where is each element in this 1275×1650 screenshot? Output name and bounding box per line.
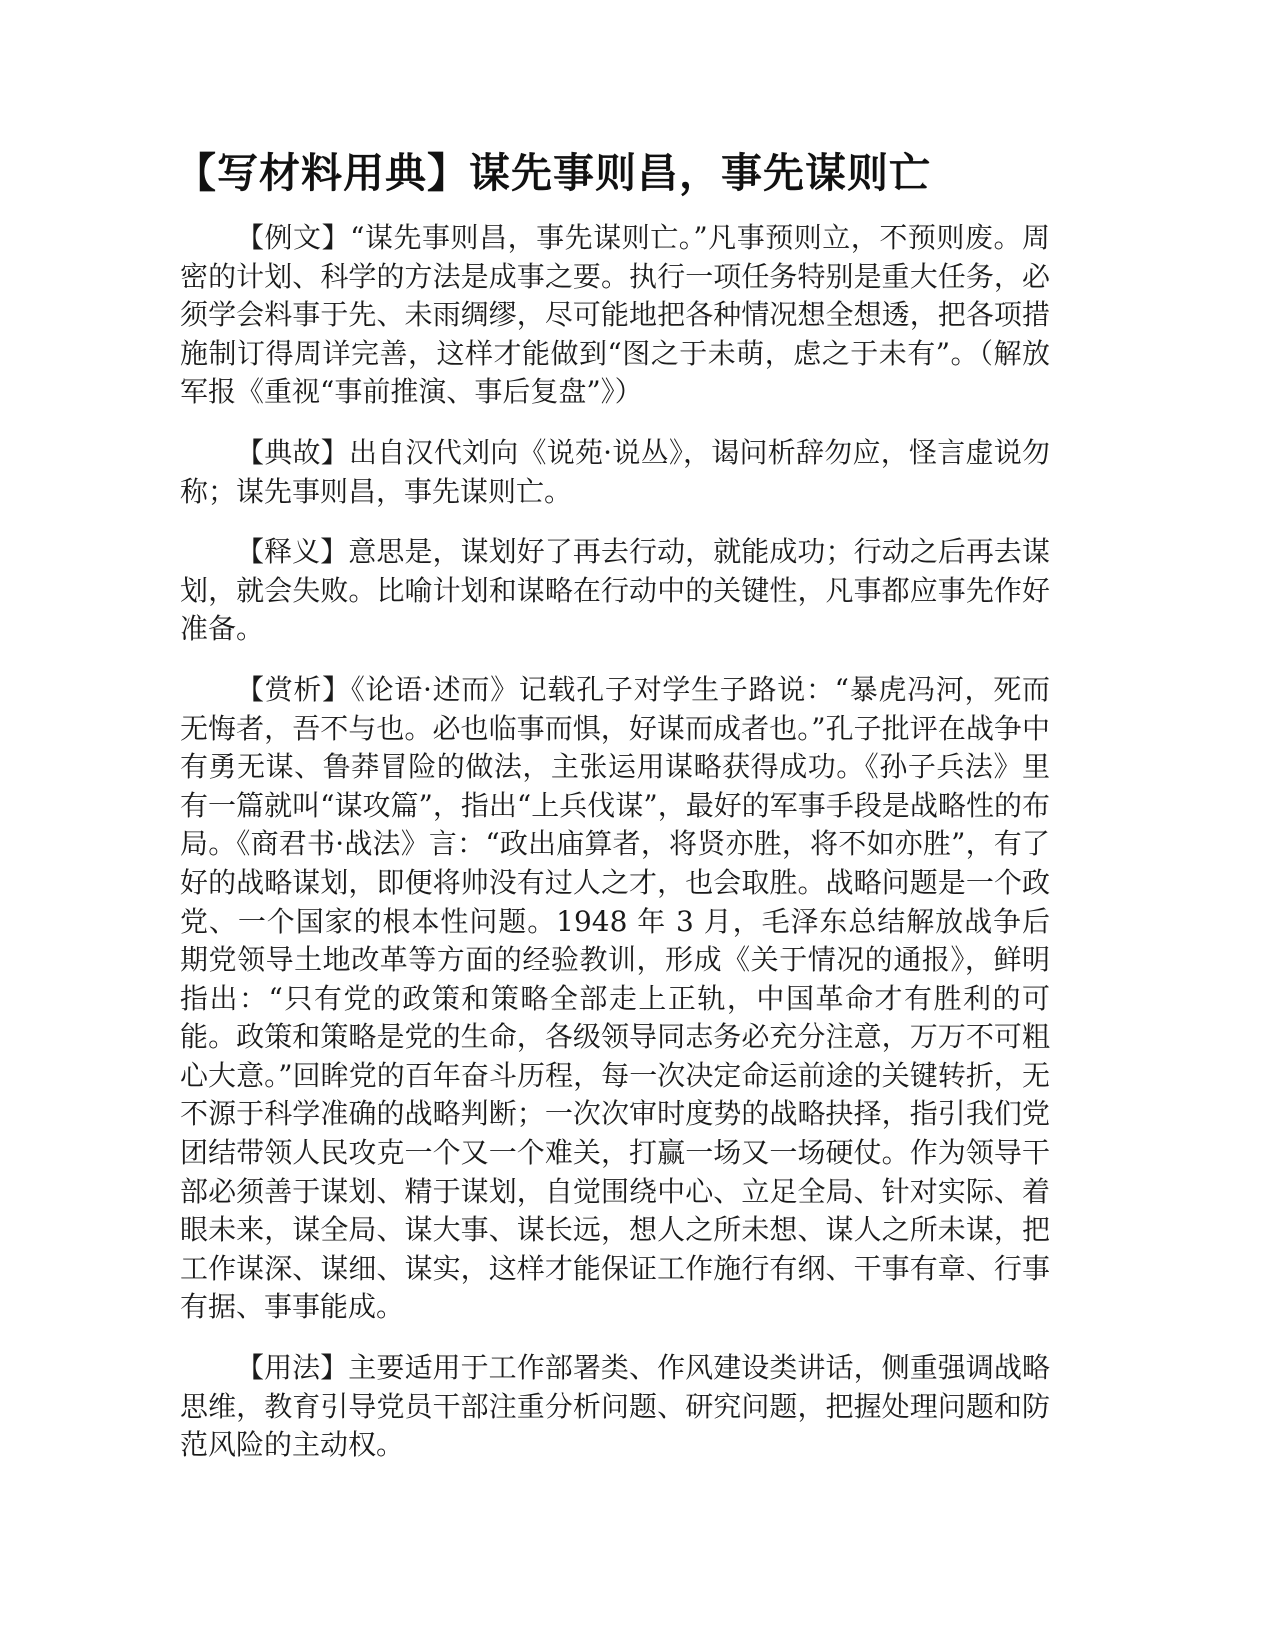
section-tag-example: 【例文】 [236,221,351,254]
paragraph-text-allusion: 出自汉代刘向《说苑·说丛》，谒问析辞勿应，怪言虚说勿称；谋先事则昌，事先谋则亡。 [180,435,1050,508]
section-tag-analysis: 【赏析】 [236,672,351,706]
paragraph-analysis [180,671,1050,1327]
paragraph-text-meaning: 意思是，谋划好了再去行动，就能成功；行动之后再去谋划，就会失败。比喻计划和谋略在行动中的关键性，凡事都应事先作好准备。 [180,535,1050,646]
page-title: 【写材料用典】谋先事则昌，事先谋则亡 [175,149,931,197]
paragraph-allusion [180,434,1050,511]
document-body [180,219,1050,1487]
paragraph-example [180,219,1050,412]
paragraph-text-example: “谋先事则昌，事先谋则亡。”凡事预则立，不预则废。周密的计划、科学的方法是成事之要。执行一项任务特别是重大任务，必须学会料事于先、未雨绸缪，尽可能地把各种情况想全想透，把各项措施制订得周详完善，这样才能做到“图之于未萌，虑之于未有”。（解放军报《重视“事前推演、事后复盘”》） [180,221,1050,409]
paragraph-usage [180,1349,1050,1465]
paragraph-meaning [180,533,1050,649]
section-tag-meaning: 【释义】 [236,535,349,569]
paragraph-text-analysis: 《论语·述而》记载孔子对学生子路说：“暴虎冯河，死而无悔者，吾不与也。必也临事而惧，好谋而成者也。”孔子批评在战争中有勇无谋、鲁莽冒险的做法，主张运用谋略获得成功。《孙子兵法》里有一篇就叫“谋攻篇”，指出“上兵伐谋”，最好的军事手段是战略性的布局。《商君书·战法》言：“政出庙算者，将贤亦胜，将不如亦胜”，有了好的战略谋划，即便将帅没有过人之才，也会取胜。战略问题是一个政党、一个国家的根本性问题。1948 年 3 月，毛泽东总结解放战争后期党领导土地改革等方面的经验教训，形成《关于情况的通报》，鲜明指出：“只有党的政策和策略全部走上正轨，中国革命才有胜利的可能。政策和策略是党的生命，各级领导同志务必充分注意，万万不可粗心大意。”回眸党的百年奋斗历程，每一次决定命运前途的关键转折，无不源于科学准确的战略判断；一次次审时度势的战略抉择，指引我们党团结带领人民攻克一个又一个难关，打赢一场又一场硬仗。作为领导干部必须善于谋划、精于谋划，自觉围绕中心、立足全局、针对实际、着眼未来，谋全局、谋大事、谋长远，想人之所未想、谋人之所未谋，把工作谋深、谋细、谋实，这样才能保证工作施行有纲、干事有章、行事有据、事事能成。 [180,672,1050,1324]
paragraph-text-usage: 主要适用于工作部署类、作风建设类讲话，侧重强调战略思维，教育引导党员干部注重分析问题、研究问题，把握处理问题和防范风险的主动权。 [180,1351,1050,1462]
section-tag-usage: 【用法】 [236,1351,349,1385]
section-tag-allusion: 【典故】 [236,435,349,469]
